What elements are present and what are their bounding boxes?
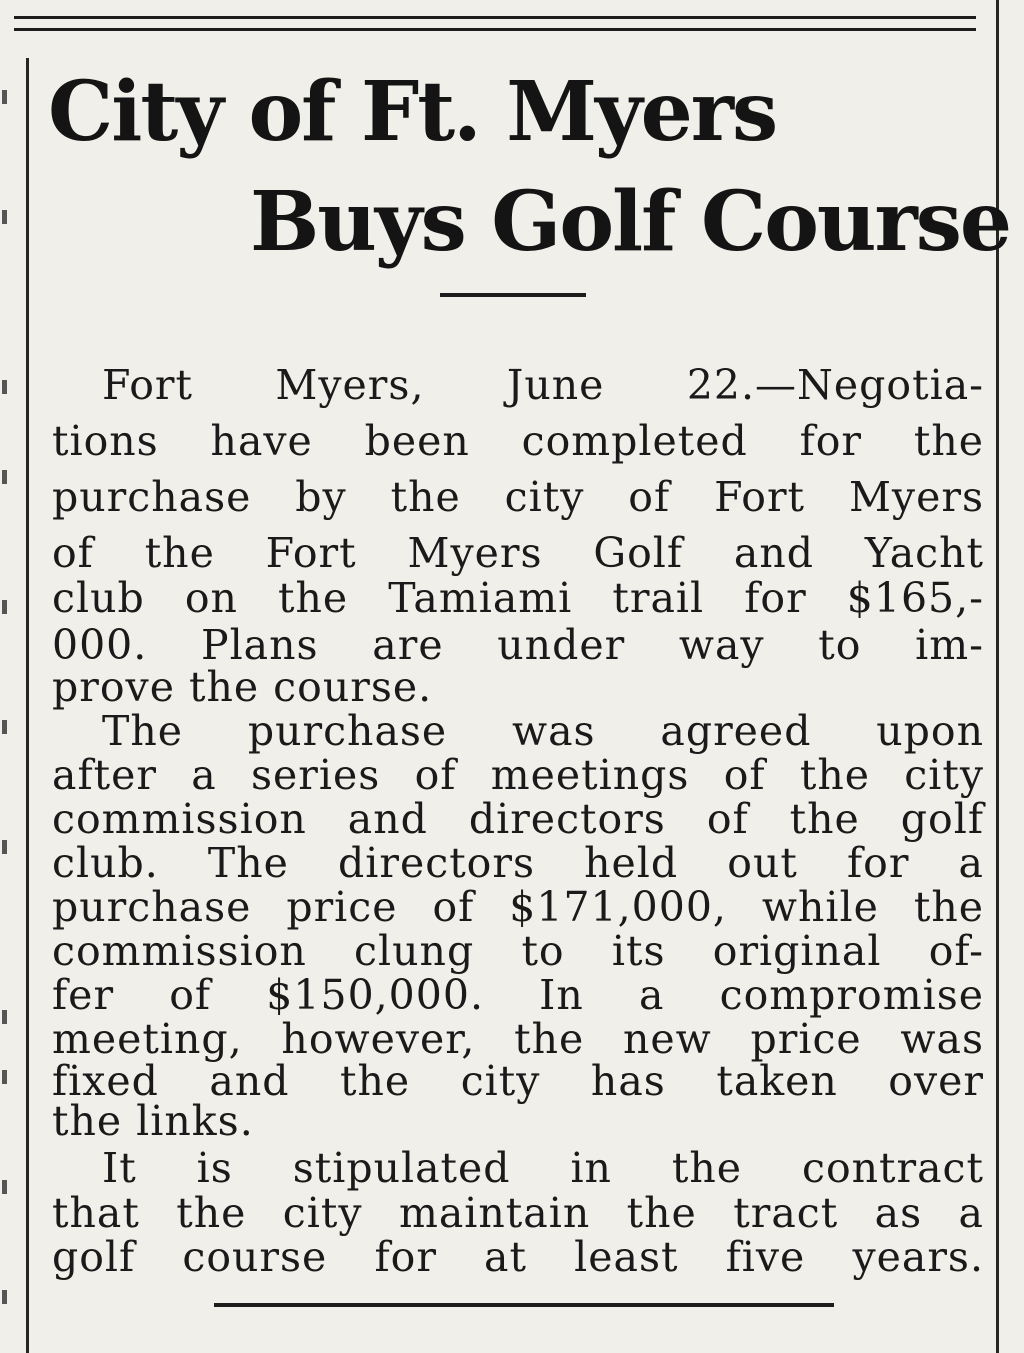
body-line: after a series of meetings of the city <box>52 751 984 799</box>
body-line: club. The directors held out for a <box>52 839 984 887</box>
body-line: The purchase was agreed upon <box>102 707 984 755</box>
body-line: Fort Myers, June 22.—Negotia- <box>102 361 984 409</box>
left-column-rule <box>26 58 29 1353</box>
article-end-rule <box>214 1303 834 1307</box>
body-line: purchase price of $171,000, while the <box>52 883 984 931</box>
body-line: of the Fort Myers Golf and Yacht <box>52 529 984 577</box>
body-line: commission clung to its original of- <box>52 927 984 975</box>
body-line: prove the course. <box>52 663 433 711</box>
headline-line-1: City of Ft. Myers <box>48 64 777 160</box>
top-rule <box>14 16 976 19</box>
body-line: It is stipulated in the contract <box>102 1144 984 1192</box>
body-line: 000. Plans are under way to im- <box>52 621 984 669</box>
body-line: golf course for at least five years. <box>52 1233 984 1281</box>
body-line: commission and directors of the golf <box>52 795 984 843</box>
headline-line-2: Buys Golf Course <box>250 174 1011 270</box>
body-line: fixed and the city has taken over <box>52 1057 984 1105</box>
body-line: meeting, however, the new price was <box>52 1015 984 1063</box>
body-line: tions have been completed for the <box>52 417 984 465</box>
body-line: fer of $150,000. In a compromise <box>52 971 984 1019</box>
body-line: purchase by the city of Fort Myers <box>52 473 984 521</box>
headline-divider <box>440 293 586 297</box>
top-rule-secondary <box>14 28 976 31</box>
body-line: that the city maintain the tract as a <box>52 1189 984 1237</box>
body-line: the links. <box>52 1097 254 1145</box>
body-line: club on the Tamiami trail for $165,- <box>52 574 984 622</box>
left-margin-ink-marks <box>0 0 12 1353</box>
